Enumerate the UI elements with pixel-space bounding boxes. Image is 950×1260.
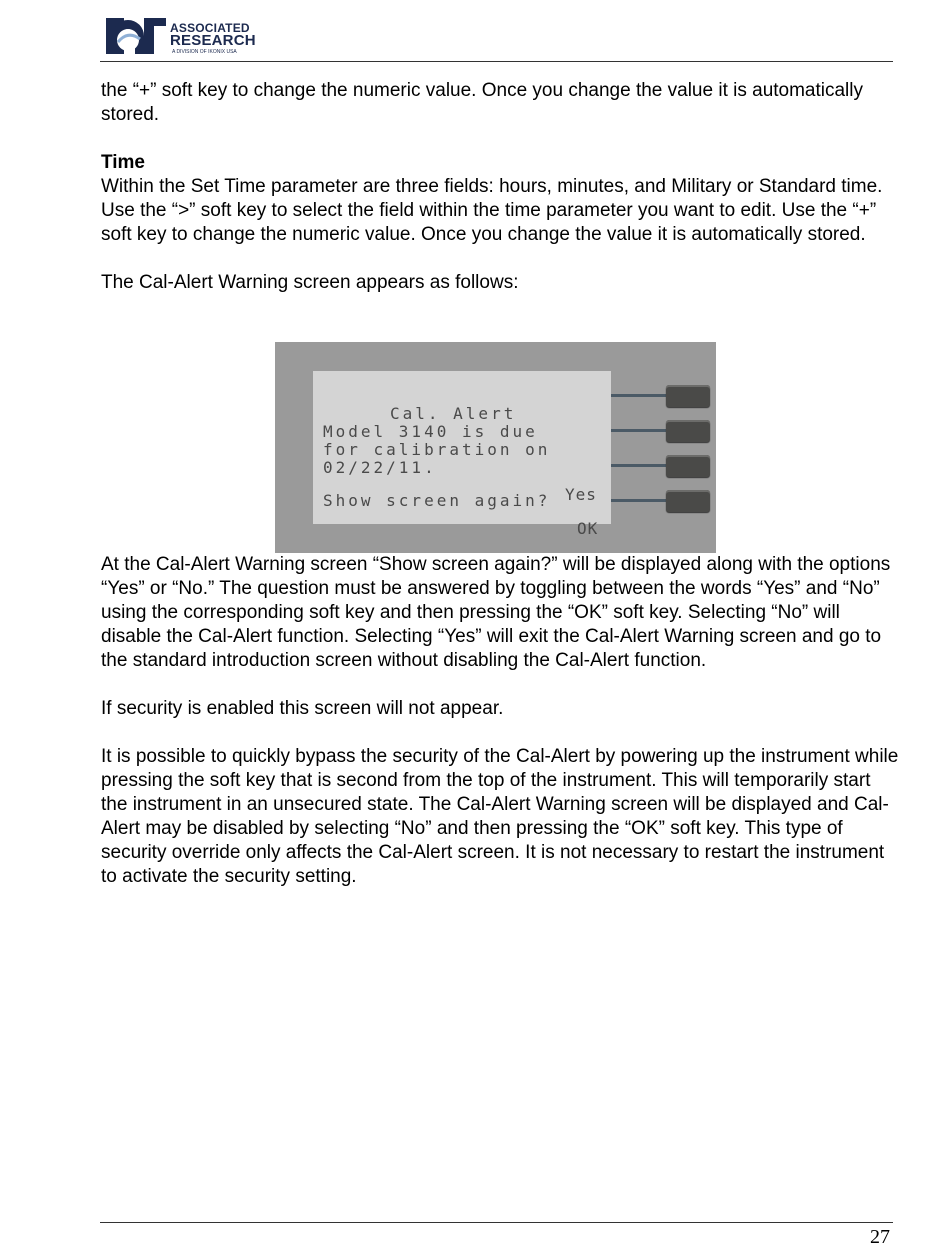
logo-text-research: RESEARCH xyxy=(170,32,256,49)
lcd-option-ok: OK xyxy=(577,519,599,538)
cal-alert-screen-figure xyxy=(275,342,716,553)
softkey-1-line xyxy=(611,394,667,397)
header-divider xyxy=(100,61,893,62)
lcd-line-date: 02/22/11. xyxy=(323,458,437,477)
paragraph-bypass-security: It is possible to quickly bypass the security of the Cal-Alert by powering up the instrument while pressing the soft key that is second from the top of the instrument. This will temporarily start the instrument in an unsecured state. The Cal-Alert Warning screen will be displayed and Cal-Alert may be disabled by selecting “No” and then pressing the “OK” soft key. This type of security override only affects the Cal-Alert screen. It is not necessary to restart the instrument to activate the security setting. xyxy=(101,746,899,887)
paragraph-security-note: If security is enabled this screen will not appear. xyxy=(101,698,504,719)
lcd-line-model: Model 3140 is due xyxy=(323,422,538,441)
paragraph-intro: the “+” soft key to change the numeric value. Once you change the value it is automatically stored. xyxy=(101,80,864,125)
softkey-4-line xyxy=(611,499,667,502)
ar-logo-mark-icon xyxy=(104,12,168,60)
softkey-3 xyxy=(666,455,710,477)
paragraph-cal-alert-description: At the Cal-Alert Warning screen “Show screen again?” will be displayed along with the options “Yes” or “No.” The question must be answered by toggling between the words “Yes” and “No” using the corresponding soft key and then pressing the “OK” soft key. Selecting “No” will disable the Cal-Alert function. Selecting “Yes” will exit the Cal-Alert Warning screen and go to the standard introduction screen without disabling the Cal-Alert function. xyxy=(101,554,891,671)
softkey-3-line xyxy=(611,464,667,467)
footer-divider xyxy=(100,1222,893,1223)
softkey-4 xyxy=(666,490,710,512)
softkey-2 xyxy=(666,420,710,442)
lcd-title: Cal. Alert xyxy=(390,404,517,423)
associated-research-logo xyxy=(104,12,264,60)
page-number: 27 xyxy=(870,1226,890,1248)
softkey-1 xyxy=(666,385,710,407)
lcd-option-yes: Yes xyxy=(565,485,597,504)
lcd-display xyxy=(313,371,611,538)
logo-text-associated: ASSOCIATED xyxy=(170,21,250,35)
logo-text-division: A DIVISION OF IKONIX USA xyxy=(172,49,237,55)
lcd-line-calibration: for calibration on xyxy=(323,440,551,459)
paragraph-cal-alert-intro: The Cal-Alert Warning screen appears as follows: xyxy=(101,272,519,293)
softkey-2-line xyxy=(611,429,667,432)
paragraph-time: Within the Set Time parameter are three fields: hours, minutes, and Military or Standard time. Use the “>” soft key to select the field within the time parameter you want to edit. Use the “+” soft key to change the numeric value. Once you change the value it is automatically stored. xyxy=(101,176,883,245)
lcd-prompt: Show screen again? xyxy=(323,491,551,510)
page-header xyxy=(100,10,893,63)
section-heading-time: Time xyxy=(101,152,146,173)
